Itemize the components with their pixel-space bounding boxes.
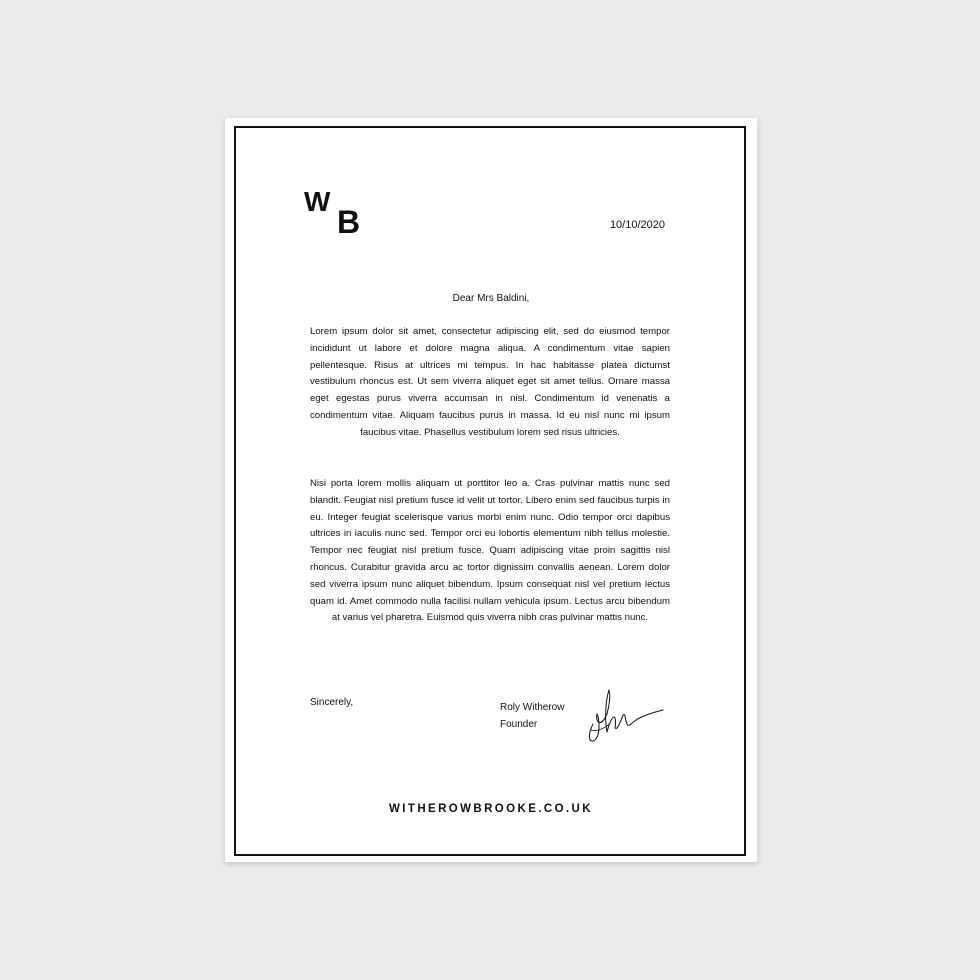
body-paragraph-1: Lorem ipsum dolor sit amet, consectetur adipiscing elit, sed do eiusmod tempor incididunt ut labore et dolore magna aliqua. A condimentum vitae sapien pellentesque. Risus at ultrices mi tempus. In hac habitasse platea dictumst vestibulum rhoncus est. Ut sem viverra aliquet eget sit amet tellus. Ornare massa eget egestas purus viverra accumsan in nisl. Condimentum id venenatis a condimentum vitae. Aliquam faucibus purus in massa. Id eu nisl nunc mi ipsum faucibus vitae. Phasellus vestibulum lorem sed risus ultricies. [310, 326, 670, 438]
signature-icon [583, 684, 665, 748]
letter-date: 10/10/2020 [609, 219, 665, 231]
signer-title: Founder [500, 719, 538, 730]
letterhead-page [225, 118, 757, 862]
body-paragraph-2: Nisi porta lorem mollis aliquam ut porttitor leo a. Cras pulvinar mattis nunc sed blandit. Feugiat nisl pretium fusce id velit ut tortor. Libero enim sed faucibus turpis in eu. Integer feugiat scelerisque varius morbi enim nunc. Odio tempor orci dapibus ultrices in iaculis nunc sed. Tempor orci eu lobortis elementum nibh tellus molestie. Tempor nec feugiat nisl pretium fusce. Quam adipiscing vitae proin sagittis nisl rhoncus. Curabitur gravida arcu ac tortor dignissim convallis aenean. Lorem dolor sed viverra ipsum nunc aliquet bibendum. Ipsum consequat nisl vel pretium lectus quam id. Amet commodo nulla facilisi nullam vehicula ipsum. Lectus arcu bibendum at varius vel pharetra. Euismod quis viverra nibh cras pulvinar mattis nunc. [310, 478, 670, 624]
wb-logo [304, 188, 366, 240]
logo-letter-w: W [304, 186, 331, 217]
closing: Sincerely, [310, 697, 354, 708]
logo-letter-b: B [337, 204, 361, 240]
signer-block [500, 699, 564, 733]
website-url: WITHEROWBROOKE.CO.UK [389, 803, 593, 815]
signer-name: Roly Witherow [500, 702, 565, 713]
salutation: Dear Mrs Baldini, [452, 293, 530, 304]
